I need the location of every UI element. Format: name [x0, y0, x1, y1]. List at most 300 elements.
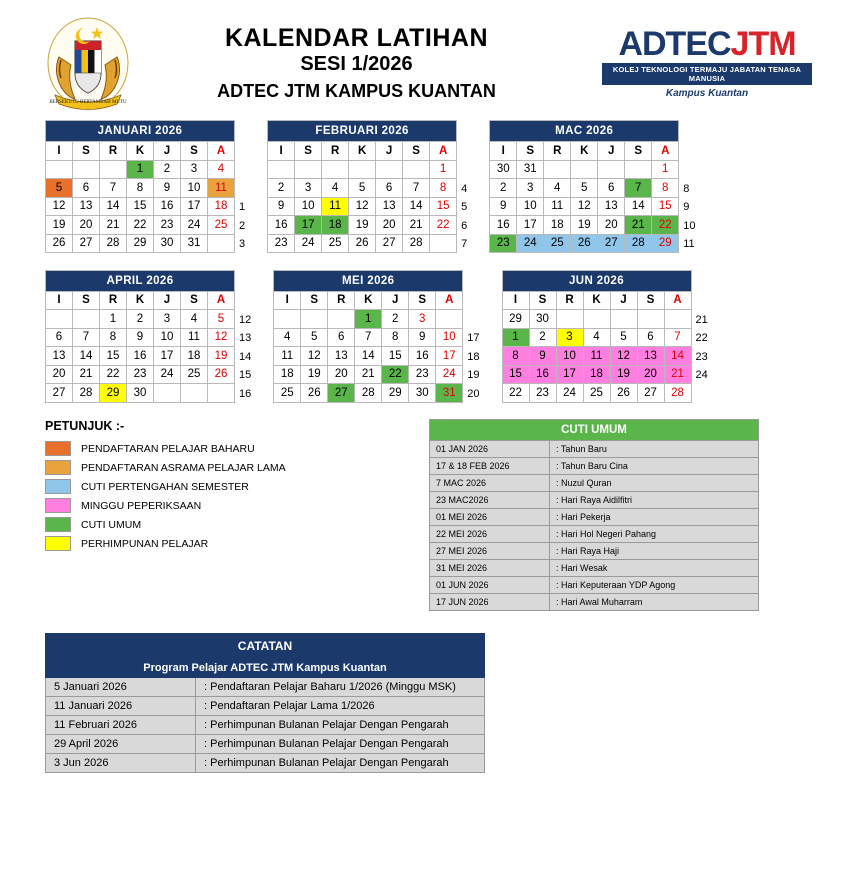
calendar-day-cell: 16	[490, 216, 517, 235]
week-number: 24	[695, 369, 708, 381]
day-of-week-header: A	[208, 142, 235, 161]
cuti-umum-date: 17 JUN 2026	[430, 594, 550, 611]
week-row	[46, 347, 235, 366]
week-row	[490, 216, 679, 235]
calendar-empty-cell	[301, 310, 328, 329]
calendar-day-cell: 6	[376, 179, 403, 198]
calendar-day-cell: 27	[328, 384, 355, 403]
cuti-umum-table	[429, 419, 759, 611]
day-of-week-header: S	[181, 142, 208, 161]
calendar-day-cell: 25	[181, 365, 208, 384]
calendar-day-cell: 8	[100, 328, 127, 347]
calendar-day-cell: 20	[376, 216, 403, 235]
week-row	[274, 384, 463, 403]
calendar-day-cell: 11	[181, 328, 208, 347]
week-number: 15	[239, 369, 252, 381]
catatan-row	[46, 697, 485, 716]
cuti-umum-title: CUTI UMUM	[430, 420, 759, 441]
calendar-day-cell: 8	[502, 347, 529, 366]
day-of-week-header: A	[430, 142, 457, 161]
catatan-title: CATATAN	[46, 634, 485, 659]
week-row	[502, 328, 691, 347]
day-of-week-header: R	[328, 291, 355, 310]
calendar-day-cell: 13	[46, 347, 73, 366]
month-table	[273, 270, 463, 403]
calendar-day-cell: 4	[208, 160, 235, 179]
week-number: 14	[239, 350, 252, 363]
calendar-day-cell: 11	[544, 197, 571, 216]
week-number: 3	[239, 238, 246, 250]
calendar-empty-cell	[73, 310, 100, 329]
calendar-empty-cell	[436, 310, 463, 329]
week-number: 10	[683, 219, 696, 232]
week-row	[490, 234, 679, 253]
calendar-day-cell: 30	[490, 160, 517, 179]
day-of-week-header: A	[664, 291, 691, 310]
calendar-day-cell: 28	[664, 384, 691, 403]
month-calendar	[489, 120, 695, 254]
week-number: 17	[467, 332, 480, 344]
calendar-day-cell: 12	[349, 197, 376, 216]
calendar-day-cell: 13	[376, 197, 403, 216]
calendar-empty-cell	[625, 160, 652, 179]
calendar-day-cell: 21	[73, 365, 100, 384]
calendar-day-cell: 16	[529, 365, 556, 384]
calendar-day-cell: 12	[208, 328, 235, 347]
day-of-week-header: S	[409, 291, 436, 310]
calendar-day-cell: 30	[127, 384, 154, 403]
cuti-umum-name: : Tahun Baru	[550, 441, 759, 458]
calendar-day-cell: 23	[529, 384, 556, 403]
calendar-day-cell: 3	[181, 160, 208, 179]
svg-text:BERSEKUTU BERTAMBAH MUTU: BERSEKUTU BERTAMBAH MUTU	[49, 100, 127, 105]
catatan-row	[46, 735, 485, 754]
week-row	[502, 365, 691, 384]
calendar-day-cell: 17	[295, 216, 322, 235]
logo-campus-text: Kampus Kuantan	[665, 88, 749, 99]
day-of-week-header: R	[556, 291, 583, 310]
cuti-umum-date: 01 JAN 2026	[430, 441, 550, 458]
calendar-day-cell: 1	[355, 310, 382, 329]
calendar-day-cell: 22	[100, 365, 127, 384]
calendar-day-cell: 6	[637, 328, 664, 347]
day-of-week-header: R	[100, 291, 127, 310]
calendar-empty-cell	[571, 160, 598, 179]
calendar-day-cell: 9	[154, 179, 181, 198]
calendar-day-cell: 16	[409, 347, 436, 366]
calendar-empty-cell	[73, 160, 100, 179]
calendar-day-cell: 26	[301, 384, 328, 403]
calendar-day-cell: 25	[322, 234, 349, 253]
day-of-week-header: J	[376, 142, 403, 161]
calendar-day-cell: 26	[46, 234, 73, 253]
calendar-day-cell: 21	[625, 216, 652, 235]
calendar-day-cell: 15	[100, 347, 127, 366]
calendar-day-cell: 8	[382, 328, 409, 347]
legend-label: CUTI PERTENGAHAN SEMESTER	[81, 480, 249, 493]
calendar-day-cell: 10	[436, 328, 463, 347]
calendar-day-cell: 3	[556, 328, 583, 347]
calendar-day-cell: 20	[46, 365, 73, 384]
page-title: KALENDAR LATIHAN	[224, 24, 489, 52]
legend-item	[45, 536, 405, 551]
calendar-day-cell: 3	[154, 310, 181, 329]
calendar-day-cell: 25	[544, 234, 571, 253]
week-row	[490, 179, 679, 198]
calendar-day-cell: 19	[208, 347, 235, 366]
week-number: 7	[461, 238, 468, 250]
day-of-week-header: R	[544, 142, 571, 161]
calendar-day-cell: 27	[376, 234, 403, 253]
week-row	[46, 197, 235, 216]
legend-item	[45, 460, 405, 475]
cuti-umum-name: : Hari Wesak	[550, 560, 759, 577]
calendar-day-cell: 21	[403, 216, 430, 235]
day-of-week-header: K	[127, 142, 154, 161]
week-row	[268, 234, 457, 253]
calendar-day-cell: 20	[328, 365, 355, 384]
week-row	[46, 179, 235, 198]
calendar-day-cell: 29	[382, 384, 409, 403]
week-number: 21	[695, 313, 708, 326]
catatan-row	[46, 754, 485, 773]
calendar-day-cell: 15	[382, 347, 409, 366]
day-of-week-header: K	[349, 142, 376, 161]
day-of-week-header: J	[598, 142, 625, 161]
cuti-umum-name: : Hari Raya Haji	[550, 543, 759, 560]
week-number: 12	[239, 313, 252, 326]
calendar-empty-cell	[46, 310, 73, 329]
calendar-day-cell: 17	[436, 347, 463, 366]
logo-jtm-text: JTM	[730, 25, 796, 63]
calendar-day-cell: 1	[652, 160, 679, 179]
catatan-event: : Perhimpunan Bulanan Pelajar Dengan Pengarah	[196, 735, 485, 754]
week-number: 19	[467, 369, 480, 381]
malaysia-coat-of-arms-icon	[45, 15, 131, 111]
calendar-day-cell: 5	[610, 328, 637, 347]
calendar-day-cell: 16	[268, 216, 295, 235]
catatan-date: 5 Januari 2026	[46, 678, 196, 697]
calendar-day-cell: 28	[625, 234, 652, 253]
calendar-empty-cell	[376, 160, 403, 179]
calendar-day-cell: 3	[517, 179, 544, 198]
calendar-day-cell: 13	[328, 347, 355, 366]
week-number: 23	[695, 350, 708, 363]
week-number: 16	[239, 387, 252, 400]
calendar-empty-cell	[268, 160, 295, 179]
calendar-empty-cell	[637, 310, 664, 329]
calendar-day-cell: 27	[46, 384, 73, 403]
calendar-day-cell: 25	[583, 384, 610, 403]
day-of-week-header: S	[517, 142, 544, 161]
calendar-day-cell: 7	[73, 328, 100, 347]
calendar-day-cell: 13	[73, 197, 100, 216]
cuti-umum-name: : Tahun Baru Cina	[550, 458, 759, 475]
adtec-jtm-logo	[602, 27, 812, 99]
calendar-day-cell: 18	[274, 365, 301, 384]
day-of-week-header: S	[181, 291, 208, 310]
calendar-day-cell: 10	[154, 328, 181, 347]
calendar-day-cell: 26	[349, 234, 376, 253]
cuti-umum-date: 01 JUN 2026	[430, 577, 550, 594]
calendar-empty-cell	[403, 160, 430, 179]
day-of-week-header: A	[436, 291, 463, 310]
week-row	[268, 216, 457, 235]
calendar-day-cell: 28	[100, 234, 127, 253]
calendar-empty-cell	[295, 160, 322, 179]
calendar-day-cell: 19	[301, 365, 328, 384]
cuti-umum-date: 7 MAC 2026	[430, 475, 550, 492]
calendar-day-cell: 23	[127, 365, 154, 384]
legend-and-holidays	[0, 403, 842, 611]
calendar-empty-cell	[181, 384, 208, 403]
month-calendar	[267, 120, 467, 254]
calendar-day-cell: 29	[127, 234, 154, 253]
calendar-day-cell: 31	[436, 384, 463, 403]
week-number: 18	[467, 350, 480, 363]
cuti-umum-date: 17 & 18 FEB 2026	[430, 458, 550, 475]
calendar-day-cell: 15	[127, 197, 154, 216]
day-of-week-header: K	[355, 291, 382, 310]
calendar-day-cell: 18	[181, 347, 208, 366]
calendar-day-cell: 30	[154, 234, 181, 253]
calendar-day-cell: 20	[637, 365, 664, 384]
calendar-empty-cell	[154, 384, 181, 403]
calendar-empty-cell	[544, 160, 571, 179]
calendar-day-cell: 23	[268, 234, 295, 253]
week-row	[46, 234, 235, 253]
cuti-umum-name: : Nuzul Quran	[550, 475, 759, 492]
week-row	[46, 365, 235, 384]
cuti-umum-name: : Hari Raya Aidilfitri	[550, 492, 759, 509]
cuti-umum-date: 31 MEI 2026	[430, 560, 550, 577]
day-of-week-header: S	[73, 142, 100, 161]
calendar-empty-cell	[598, 160, 625, 179]
calendar-day-cell: 17	[181, 197, 208, 216]
week-number: 9	[683, 201, 690, 213]
week-number-column	[679, 120, 695, 254]
calendar-day-cell: 19	[349, 216, 376, 235]
legend-item	[45, 441, 405, 456]
cuti-umum-row	[430, 475, 759, 492]
calendar-day-cell: 4	[274, 328, 301, 347]
week-number: 1	[239, 201, 246, 213]
calendar-day-cell: 24	[436, 365, 463, 384]
calendar-day-cell: 19	[571, 216, 598, 235]
calendar-day-cell: 18	[322, 216, 349, 235]
month-title: JUN 2026	[502, 270, 691, 291]
week-row	[46, 310, 235, 329]
legend-item	[45, 479, 405, 494]
calendar-day-cell: 19	[610, 365, 637, 384]
day-of-week-header: A	[208, 291, 235, 310]
calendar-day-cell: 15	[652, 197, 679, 216]
day-of-week-header: S	[637, 291, 664, 310]
week-number	[461, 161, 467, 180]
calendar-day-cell: 22	[430, 216, 457, 235]
catatan-row	[46, 678, 485, 697]
calendar-day-cell: 2	[529, 328, 556, 347]
month-title: FEBRUARI 2026	[268, 121, 457, 142]
day-of-week-header: I	[268, 142, 295, 161]
legend-label: PENDAFTARAN PELAJAR BAHARU	[81, 442, 255, 455]
cuti-umum-date: 23 MAC2026	[430, 492, 550, 509]
calendar-day-cell: 17	[556, 365, 583, 384]
calendar-day-cell: 10	[295, 197, 322, 216]
legend-color-swatch	[45, 536, 71, 551]
catatan-event: : Perhimpunan Bulanan Pelajar Dengan Pengarah	[196, 754, 485, 773]
week-row	[46, 160, 235, 179]
day-of-week-header: R	[322, 142, 349, 161]
calendar-day-cell: 31	[181, 234, 208, 253]
calendar-empty-cell	[100, 160, 127, 179]
day-of-week-header: K	[571, 142, 598, 161]
calendar-day-cell: 10	[181, 179, 208, 198]
header-titles	[111, 24, 602, 102]
day-of-week-header: I	[274, 291, 301, 310]
calendar-day-cell: 1	[430, 160, 457, 179]
week-row	[502, 310, 691, 329]
catatan-row	[46, 716, 485, 735]
calendar-day-cell: 27	[73, 234, 100, 253]
month-table	[267, 120, 457, 253]
calendar-day-cell: 29	[100, 384, 127, 403]
calendar-day-cell: 24	[295, 234, 322, 253]
legend-title: PETUNJUK :-	[45, 419, 125, 433]
calendar-day-cell: 7	[403, 179, 430, 198]
day-of-week-header: S	[529, 291, 556, 310]
week-row	[46, 384, 235, 403]
month-calendar	[45, 120, 245, 254]
week-row	[268, 179, 457, 198]
calendar-day-cell: 6	[328, 328, 355, 347]
calendar-day-cell: 9	[490, 197, 517, 216]
calendar-day-cell: 19	[46, 216, 73, 235]
day-of-week-header: S	[295, 142, 322, 161]
calendar-day-cell: 25	[274, 384, 301, 403]
calendar-empty-cell	[274, 310, 301, 329]
cuti-umum-name: : Hari Pekerja	[550, 509, 759, 526]
legend-color-swatch	[45, 517, 71, 532]
calendar-day-cell: 9	[529, 347, 556, 366]
cuti-umum-row	[430, 458, 759, 475]
calendar-empty-cell	[430, 234, 457, 253]
week-row	[268, 160, 457, 179]
week-number	[467, 311, 479, 330]
cuti-umum-row	[430, 543, 759, 560]
calendar-day-cell: 8	[127, 179, 154, 198]
week-number-column	[692, 270, 708, 385]
calendar-day-cell: 30	[529, 310, 556, 329]
logo-adtec-text: ADTEC	[618, 25, 731, 63]
calendar-day-cell: 30	[409, 384, 436, 403]
week-number	[683, 161, 695, 180]
month-title: MEI 2026	[274, 270, 463, 291]
day-of-week-header: I	[46, 291, 73, 310]
week-number: 11	[683, 238, 695, 250]
calendar-day-cell: 6	[598, 179, 625, 198]
week-number: 20	[467, 387, 480, 400]
calendar-empty-cell	[208, 234, 235, 253]
calendar-day-cell: 29	[502, 310, 529, 329]
calendar-day-cell: 5	[349, 179, 376, 198]
calendar-day-cell: 14	[403, 197, 430, 216]
catatan-date: 3 Jun 2026	[46, 754, 196, 773]
day-of-week-header: I	[502, 291, 529, 310]
calendar-day-cell: 3	[409, 310, 436, 329]
day-of-week-header: J	[154, 291, 181, 310]
week-number: 5	[461, 201, 468, 213]
calendar-day-cell: 9	[127, 328, 154, 347]
calendar-day-cell: 24	[556, 384, 583, 403]
calendar-day-cell: 8	[652, 179, 679, 198]
calendar-empty-cell	[46, 160, 73, 179]
cuti-umum-row	[430, 509, 759, 526]
calendar-empty-cell	[349, 160, 376, 179]
calendar-day-cell: 1	[100, 310, 127, 329]
calendar-day-cell: 22	[382, 365, 409, 384]
calendar-day-cell: 22	[652, 216, 679, 235]
month-table	[489, 120, 679, 253]
calendar-empty-cell	[322, 160, 349, 179]
calendar-day-cell: 4	[181, 310, 208, 329]
logo-subtitle: KOLEJ TEKNOLOGI TERMAJU JABATAN TENAGA MANUSIA	[602, 63, 812, 85]
cuti-umum-name: : Hari Awal Muharram	[550, 594, 759, 611]
day-of-week-header: A	[652, 142, 679, 161]
calendar-day-cell: 28	[355, 384, 382, 403]
catatan-table	[45, 633, 485, 773]
calendar-day-cell: 9	[409, 328, 436, 347]
cuti-umum-row	[430, 526, 759, 543]
month-calendar	[502, 270, 708, 404]
calendar-row-2	[0, 270, 842, 404]
calendar-day-cell: 14	[625, 197, 652, 216]
page-subtitle-session: SESI 1/2026	[300, 53, 413, 75]
calendar-day-cell: 24	[517, 234, 544, 253]
calendar-day-cell: 14	[355, 347, 382, 366]
catatan-event: : Pendaftaran Pelajar Baharu 1/2026 (Minggu MSK)	[196, 678, 485, 697]
calendar-day-cell: 24	[154, 365, 181, 384]
calendar-empty-cell	[556, 310, 583, 329]
calendar-day-cell: 7	[664, 328, 691, 347]
cuti-umum-date: 27 MEI 2026	[430, 543, 550, 560]
calendar-day-cell: 7	[355, 328, 382, 347]
cuti-umum-name: : Hari Keputeraan YDP Agong	[550, 577, 759, 594]
legend-label: PENDAFTARAN ASRAMA PELAJAR LAMA	[81, 461, 286, 474]
week-row	[490, 197, 679, 216]
day-of-week-header: K	[127, 291, 154, 310]
calendar-day-cell: 11	[208, 179, 235, 198]
week-row	[268, 197, 457, 216]
calendar-day-cell: 4	[583, 328, 610, 347]
week-row	[46, 328, 235, 347]
legend-item	[45, 517, 405, 532]
calendar-day-cell: 1	[502, 328, 529, 347]
catatan-section	[0, 611, 842, 773]
calendar-day-cell: 22	[502, 384, 529, 403]
calendar-day-cell: 15	[502, 365, 529, 384]
week-number: 2	[239, 219, 246, 232]
calendar-day-cell: 15	[430, 197, 457, 216]
calendar-day-cell: 26	[610, 384, 637, 403]
calendar-day-cell: 4	[544, 179, 571, 198]
day-of-week-header: J	[382, 291, 409, 310]
week-row	[274, 365, 463, 384]
calendar-day-cell: 14	[664, 347, 691, 366]
week-number-column	[235, 270, 251, 404]
day-of-week-header: I	[46, 142, 73, 161]
calendar-day-cell: 14	[73, 347, 100, 366]
